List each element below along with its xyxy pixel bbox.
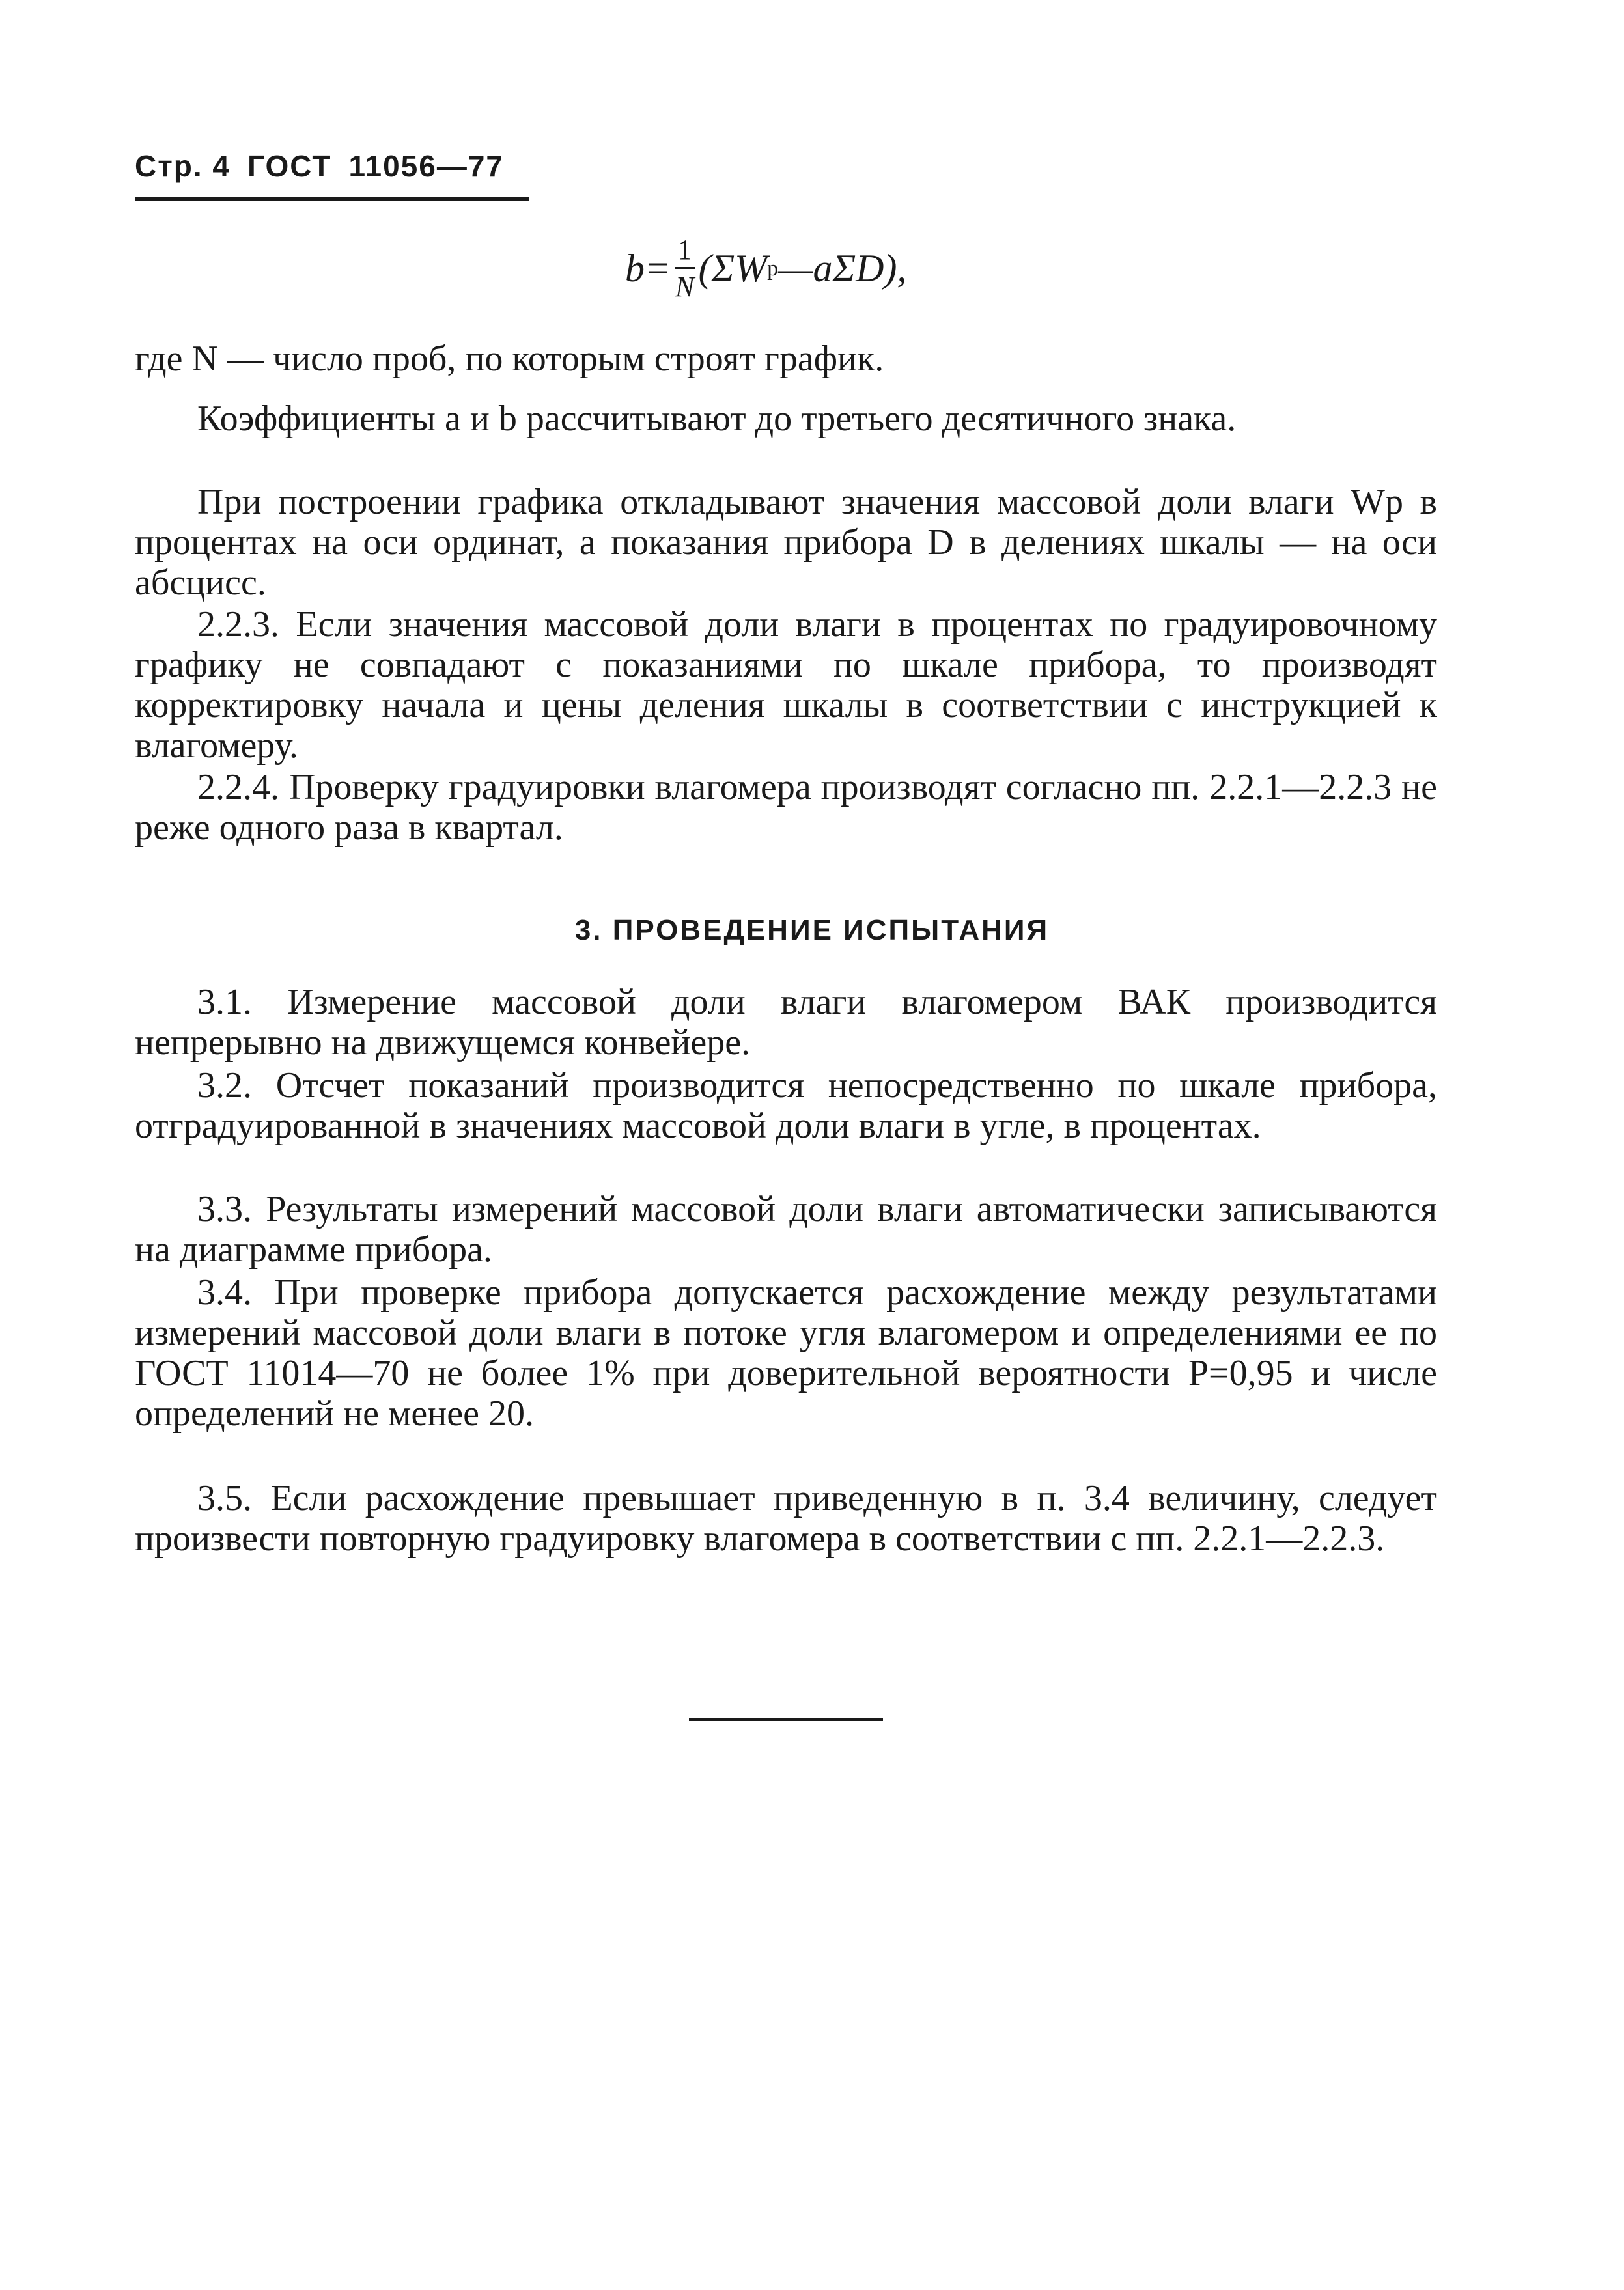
formula-denominator: N (675, 271, 695, 303)
paragraph-3-1: 3.1. Измерение массовой доли влаги влагомером ВАК производится непрерывно на движущемся конвейере. (135, 982, 1437, 1063)
formula-rhs: (ΣW (698, 247, 768, 290)
paragraph-plotting: При построении графика откладывают значения массовой доли влаги Wр в процентах на оси ординат, а показания прибора D в делениях шкалы — на оси абсцисс. (135, 482, 1437, 603)
formula-b (625, 236, 906, 301)
section-3-title: 3. ПРОВЕДЕНИЕ ИСПЫТАНИЯ (574, 914, 1050, 946)
end-rule (689, 1718, 883, 1721)
formula-lhs: b= (625, 247, 671, 290)
paragraph-2-2-4: 2.2.4. Проверку градуировки влагомера производят согласно пп. 2.2.1—2.2.3 не реже одного раза в квартал. (135, 767, 1437, 848)
page-number-label: Стр. 4 (135, 149, 231, 183)
formula-tail: —aΣD), (778, 247, 907, 290)
paragraph-where: где N — число проб, по которым строят график. (135, 339, 884, 379)
paragraph-2-2-3: 2.2.3. Если значения массовой доли влаги в процентах по градуировочному графику не совпадают с показаниями по шкале прибора, то производят корректировку начала и цены деления шкалы в соответствии с инструкцией к влагомеру. (135, 604, 1437, 766)
paragraph-3-3: 3.3. Результаты измерений массовой доли влаги автоматически записываются на диаграмме прибора. (135, 1189, 1437, 1270)
paragraph-3-5: 3.5. Если расхождение превышает приведенную в п. 3.4 величину, следует произвести повторную градуировку влагомера в соответствии с пп. 2.2.1—2.2.3. (135, 1478, 1437, 1559)
formula-superscript: р (767, 256, 779, 281)
page-header (135, 148, 504, 184)
paragraph-3-4: 3.4. При проверке прибора допускается расхождение между результатами измерений массовой доли влаги в потоке угля влагомером и определениями ее по ГОСТ 11014—70 не более 1% при доверительной вероятности P=0,95 и числе определений не менее 20. (135, 1272, 1437, 1434)
formula-numerator: 1 (675, 236, 695, 269)
standard-label: ГОСТ (247, 149, 332, 183)
header-rule (135, 197, 529, 201)
paragraph-coefficients: Коэффициенты a и b рассчитывают до третьего десятичного знака. (197, 398, 1237, 439)
standard-number: 11056—77 (348, 149, 504, 183)
formula-fraction (675, 236, 695, 301)
paragraph-3-2: 3.2. Отсчет показаний производится непосредственно по шкале прибора, отградуированной в значениях массовой доли влаги в угле, в процентах. (135, 1065, 1437, 1146)
